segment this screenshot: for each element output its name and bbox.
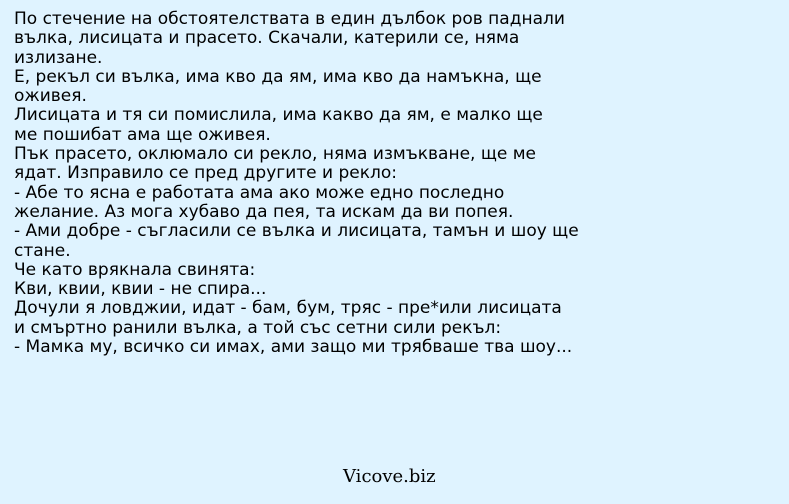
joke-line: Е, рекъл си вълка, има кво да ям, има кво да намъкна, ще (14, 66, 542, 87)
joke-line: вълка, лисицата и прасето. Скачали, катерили се, няма (14, 28, 520, 49)
joke-line: оживея. (14, 86, 87, 107)
joke-line: Лисицата и тя си помислила, има какво да ям, е малко ще (14, 105, 543, 126)
joke-line: ме пошибат ама ще оживея. (14, 124, 271, 145)
joke-line: Кви, квии, квии - не спира... (14, 279, 267, 300)
joke-line: Пък прасето, оклюмало си рекло, няма измъкване, ще ме (14, 144, 537, 165)
joke-line: - Мамка му, всичко си имах, ами защо ми трябваше тва шоу... (14, 337, 573, 358)
joke-line: - Ами добре - съгласили се вълка и лисицата, тамън и шоу ще (14, 221, 579, 242)
joke-line: стане. (14, 240, 71, 261)
site-watermark: Vicove.biz (343, 466, 436, 487)
joke-line: Че като врякнала свинята: (14, 259, 256, 280)
joke-text (14, 10, 594, 357)
joke-line: желание. Аз мога хубаво да пея, та искам да ви попея. (14, 201, 514, 222)
joke-line: Дочули я ловджии, идат - бам, бум, тряс - пре*или лисицата (14, 298, 562, 319)
joke-line: ядат. Изправило се пред другите и рекло: (14, 163, 397, 184)
joke-line: излизане. (14, 47, 103, 68)
joke-line: и смъртно ранили вълка, а той със сетни сили рекъл: (14, 317, 502, 338)
joke-line: По стечение на обстоятелствата в един дълбок ров паднали (14, 9, 565, 29)
joke-line: - Абе то ясна е работата ама ако може едно последно (14, 182, 505, 203)
